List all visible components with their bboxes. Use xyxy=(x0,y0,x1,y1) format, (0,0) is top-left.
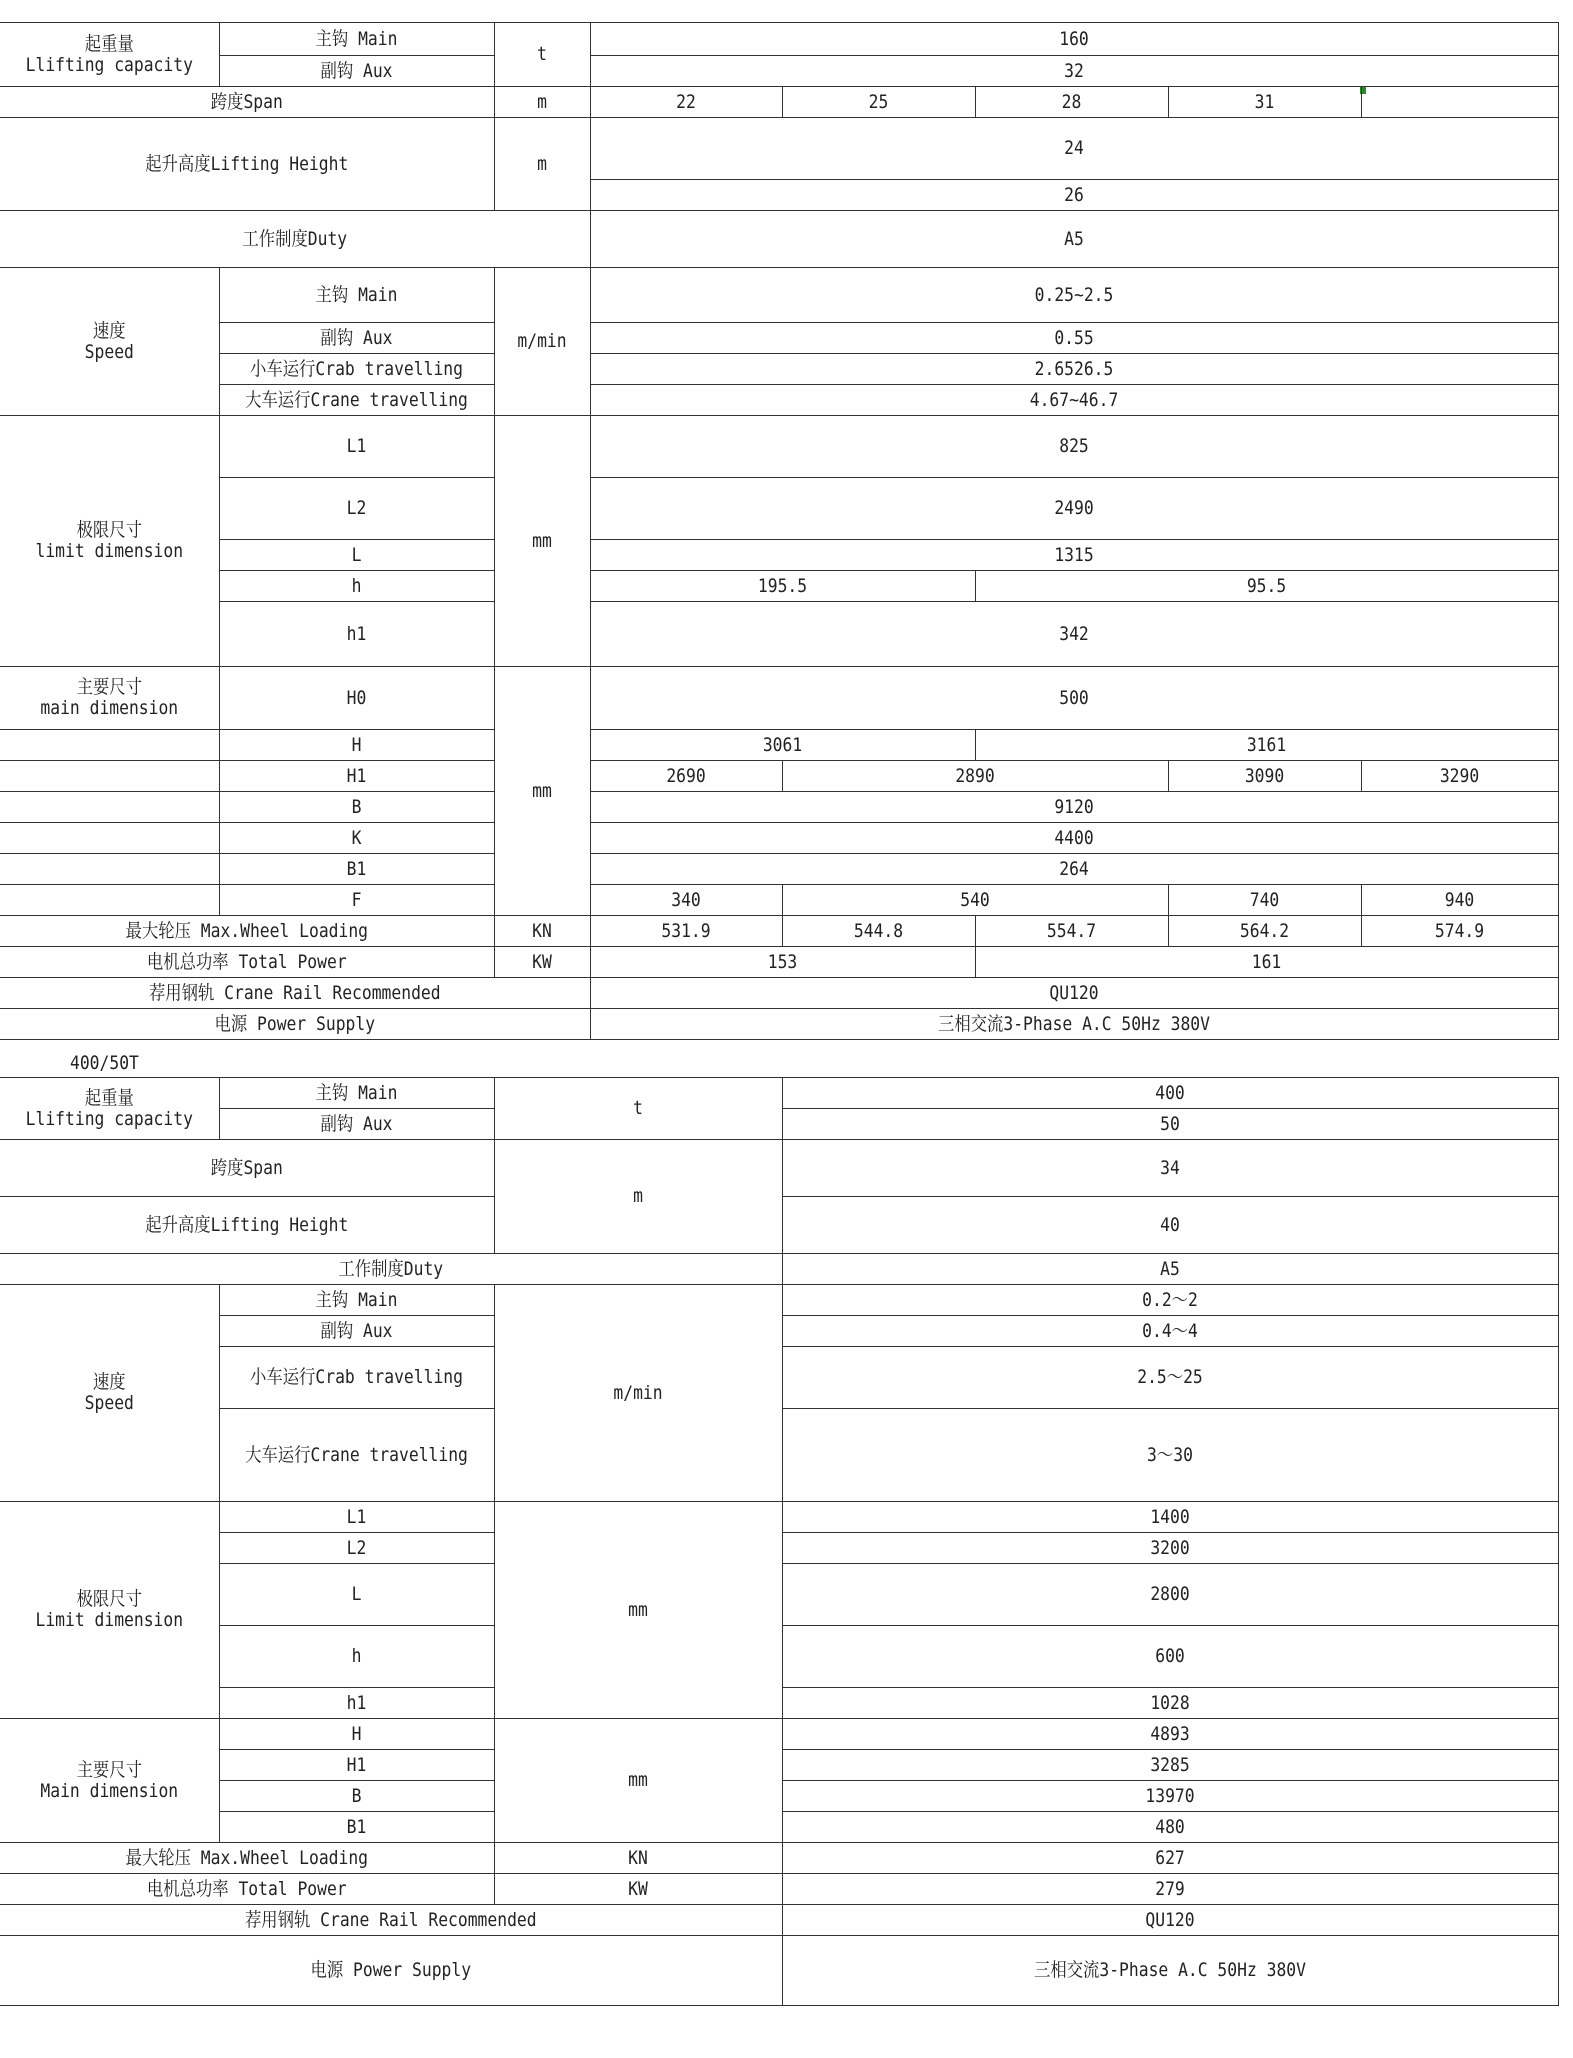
H0-label: H0 xyxy=(238,667,475,730)
crab-label: 小车运行Crab travelling xyxy=(238,1347,475,1409)
B1-label: B1 xyxy=(238,854,475,885)
K-label: K xyxy=(238,823,475,854)
crane-value: 3～30 xyxy=(836,1409,1503,1502)
L2-value: 2490 xyxy=(658,478,1490,540)
speed-label: 速度 Speed xyxy=(15,268,203,416)
wheel-loading-value: 627 xyxy=(836,1843,1503,1874)
H1-value: 3285 xyxy=(836,1750,1503,1781)
main-dimension-label: 主要尺寸 Main dimension xyxy=(15,1719,203,1843)
unit-mm: mm xyxy=(501,667,584,916)
H-value: 3161 xyxy=(1016,730,1517,761)
capacity-label: 起重量 Llifting capacity xyxy=(15,23,203,87)
duty-value: A5 xyxy=(836,1254,1503,1285)
crane-rail-label: 荐用钢轨 Crane Rail Recommended xyxy=(55,1905,728,1936)
empty-cell xyxy=(1375,87,1544,118)
H-value: 4893 xyxy=(836,1719,1503,1750)
L2-value: 3200 xyxy=(836,1533,1503,1564)
spec-table-400-50t xyxy=(0,1077,1559,2006)
h-value: 195.5 xyxy=(617,571,948,602)
H-value: 3061 xyxy=(617,730,948,761)
unit-speed: m/min xyxy=(501,268,584,416)
spec-table-160-32t xyxy=(0,22,1559,1040)
empty-cell xyxy=(15,854,203,885)
total-power-label: 电机总功率 Total Power xyxy=(35,947,460,978)
h-label: h xyxy=(238,571,475,602)
H-label: H xyxy=(238,730,475,761)
power-supply-value: 三相交流3-Phase A.C 50Hz 380V xyxy=(658,1009,1490,1040)
span-label: 跨度Span xyxy=(35,87,460,118)
power-supply-label: 电源 Power Supply xyxy=(55,1936,728,2006)
h1-label: h1 xyxy=(238,1688,475,1719)
unit-speed: m/min xyxy=(514,1285,762,1502)
total-power-value: 161 xyxy=(1016,947,1517,978)
unit-t: t xyxy=(514,1078,762,1140)
crab-value: 2.5～25 xyxy=(836,1347,1503,1409)
duty-label: 工作制度Duty xyxy=(41,211,548,268)
lifting-height-value: 26 xyxy=(658,180,1490,211)
crane-label: 大车运行Crane travelling xyxy=(238,1409,475,1502)
total-power-label: 电机总功率 Total Power xyxy=(35,1874,460,1905)
wheel-loading-value: 531.9 xyxy=(603,916,768,947)
unit-kw: KW xyxy=(514,1874,762,1905)
capacity-main-value: 400 xyxy=(836,1078,1503,1109)
unit-kn: KN xyxy=(501,916,584,947)
H1-label: H1 xyxy=(238,1750,475,1781)
L-value: 2800 xyxy=(836,1564,1503,1626)
speed-main-value: 0.2～2 xyxy=(836,1285,1503,1316)
duty-value: A5 xyxy=(658,211,1490,268)
F-value: 340 xyxy=(603,885,768,916)
unit-m: m xyxy=(501,87,584,118)
lifting-height-label: 起升高度Lifting Height xyxy=(35,1197,460,1254)
B-label: B xyxy=(238,1781,475,1812)
B-value: 13970 xyxy=(836,1781,1503,1812)
crane-value: 4.67~46.7 xyxy=(658,385,1490,416)
duty-label: 工作制度Duty xyxy=(55,1254,728,1285)
F-value: 940 xyxy=(1375,885,1544,916)
H1-value: 2690 xyxy=(603,761,768,792)
section-label-400-50t: 400/50T xyxy=(70,1052,139,1074)
main-hook-label: 主钩 Main xyxy=(238,23,475,56)
span-label: 跨度Span xyxy=(35,1140,460,1197)
speed-aux-label: 副钩 Aux xyxy=(238,323,475,354)
B-value: 9120 xyxy=(658,792,1490,823)
B1-label: B1 xyxy=(238,1812,475,1843)
total-power-value: 153 xyxy=(617,947,948,978)
L-label: L xyxy=(238,540,475,571)
capacity-label: 起重量 Llifting capacity xyxy=(15,1078,203,1140)
total-power-value: 279 xyxy=(836,1874,1503,1905)
H1-label: H1 xyxy=(238,761,475,792)
L-label: L xyxy=(238,1564,475,1626)
unit-t: t xyxy=(501,23,584,87)
wheel-loading-label: 最大轮压 Max.Wheel Loading xyxy=(35,916,460,947)
H1-value: 2890 xyxy=(809,761,1141,792)
wheel-loading-value: 574.9 xyxy=(1375,916,1544,947)
unit-kn: KN xyxy=(514,1843,762,1874)
unit-kw: KW xyxy=(501,947,584,978)
unit-mm: mm xyxy=(501,416,584,667)
L1-label: L1 xyxy=(238,416,475,478)
F-label: F xyxy=(238,885,475,916)
unit-m: m xyxy=(514,1140,762,1254)
main-hook-label: 主钩 Main xyxy=(238,1078,475,1109)
h1-value: 342 xyxy=(658,602,1490,667)
speed-main-value: 0.25~2.5 xyxy=(658,268,1490,323)
wheel-loading-value: 554.7 xyxy=(989,916,1155,947)
B1-value: 264 xyxy=(658,854,1490,885)
F-value: 740 xyxy=(1182,885,1348,916)
B-label: B xyxy=(238,792,475,823)
empty-cell xyxy=(15,823,203,854)
crane-rail-label: 荐用钢轨 Crane Rail Recommended xyxy=(41,978,548,1009)
H-label: H xyxy=(238,1719,475,1750)
capacity-aux-value: 50 xyxy=(836,1109,1503,1140)
crane-rail-value: QU120 xyxy=(658,978,1490,1009)
L2-label: L2 xyxy=(238,478,475,540)
speed-aux-label: 副钩 Aux xyxy=(238,1316,475,1347)
power-supply-value: 三相交流3-Phase A.C 50Hz 380V xyxy=(836,1936,1503,2006)
power-supply-label: 电源 Power Supply xyxy=(41,1009,548,1040)
h-value: 600 xyxy=(836,1626,1503,1688)
F-value: 540 xyxy=(809,885,1141,916)
empty-cell xyxy=(15,761,203,792)
wheel-loading-value: 564.2 xyxy=(1182,916,1348,947)
B1-value: 480 xyxy=(836,1812,1503,1843)
lifting-height-value: 40 xyxy=(836,1197,1503,1254)
crab-value: 2.6526.5 xyxy=(658,354,1490,385)
h1-value: 1028 xyxy=(836,1688,1503,1719)
L2-label: L2 xyxy=(238,1533,475,1564)
crane-label: 大车运行Crane travelling xyxy=(238,385,475,416)
lifting-height-label: 起升高度Lifting Height xyxy=(35,118,460,211)
crane-rail-value: QU120 xyxy=(836,1905,1503,1936)
aux-hook-label: 副钩 Aux xyxy=(238,1109,475,1140)
lifting-height-value: 24 xyxy=(658,118,1490,180)
h-label: h xyxy=(238,1626,475,1688)
unit-mm: mm xyxy=(514,1719,762,1843)
H0-value: 500 xyxy=(658,667,1490,730)
wheel-loading-value: 544.8 xyxy=(796,916,962,947)
h-value: 95.5 xyxy=(1016,571,1517,602)
main-dimension-label: 主要尺寸 main dimension xyxy=(15,667,203,730)
span-value: 25 xyxy=(796,87,962,118)
unit-mm: mm xyxy=(514,1502,762,1719)
limit-dimension-label: 极限尺寸 limit dimension xyxy=(15,416,203,667)
H1-value: 3090 xyxy=(1182,761,1348,792)
capacity-aux-value: 32 xyxy=(658,56,1490,87)
speed-aux-value: 0.55 xyxy=(658,323,1490,354)
L1-label: L1 xyxy=(238,1502,475,1533)
capacity-main-value: 160 xyxy=(658,23,1490,56)
span-value: 22 xyxy=(603,87,768,118)
unit-m: m xyxy=(501,118,584,211)
span-value: 28 xyxy=(989,87,1155,118)
empty-cell xyxy=(15,885,203,916)
limit-dimension-label: 极限尺寸 Limit dimension xyxy=(15,1502,203,1719)
h1-label: h1 xyxy=(238,602,475,667)
speed-aux-value: 0.4～4 xyxy=(836,1316,1503,1347)
K-value: 4400 xyxy=(658,823,1490,854)
L1-value: 825 xyxy=(658,416,1490,478)
speed-main-label: 主钩 Main xyxy=(238,1285,475,1316)
span-value: 31 xyxy=(1182,87,1348,118)
H1-value: 3290 xyxy=(1375,761,1544,792)
empty-cell xyxy=(15,730,203,761)
L-value: 1315 xyxy=(658,540,1490,571)
crab-label: 小车运行Crab travelling xyxy=(238,354,475,385)
aux-hook-label: 副钩 Aux xyxy=(238,56,475,87)
span-value: 34 xyxy=(836,1140,1503,1197)
speed-main-label: 主钩 Main xyxy=(238,268,475,323)
L1-value: 1400 xyxy=(836,1502,1503,1533)
empty-cell xyxy=(15,792,203,823)
speed-label: 速度 Speed xyxy=(15,1285,203,1502)
wheel-loading-label: 最大轮压 Max.Wheel Loading xyxy=(35,1843,460,1874)
